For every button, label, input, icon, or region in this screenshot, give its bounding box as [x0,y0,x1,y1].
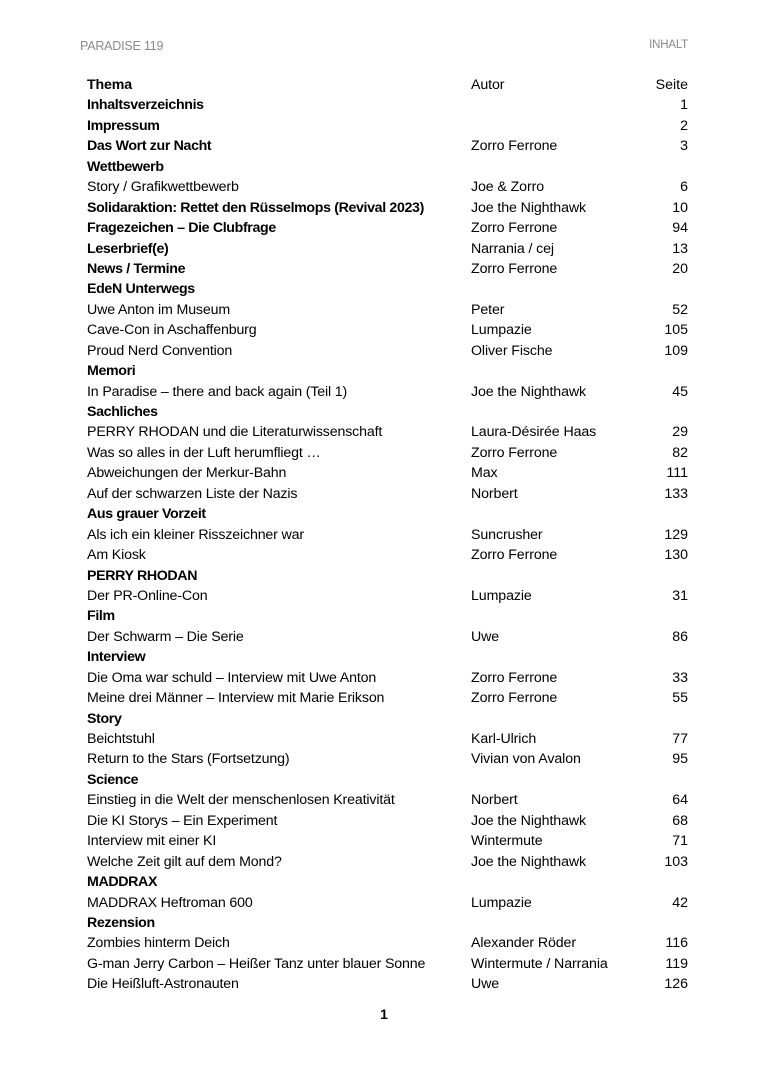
toc-entry [87,688,688,708]
toc-entry [87,893,688,913]
entry-author: Peter [471,301,505,318]
entry-author: Zorro Ferrone [471,669,558,686]
entry-author: Joe the Nighthawk [471,383,587,400]
toc-entry [87,729,688,749]
toc-entry [87,627,688,647]
entry-title: Impressum [87,117,160,134]
entry-title: News / Termine [87,260,186,277]
entry-title: Beichtstuhl [87,731,155,747]
entry-title: Interview [87,649,146,666]
toc-entry [87,259,688,279]
entry-page: 111 [666,465,688,482]
entry-author: Norbert [471,485,518,502]
toc-entry [87,341,688,361]
toc-entry [87,198,688,218]
entry-author: Wintermute / Narrania [471,955,608,972]
toc-section-heading [87,770,688,790]
toc-section-heading [87,157,688,177]
entry-title: Return to the Stars (Fortsetzung) [87,751,290,768]
entry-title: Memori [87,363,136,380]
toc-entry [87,668,688,688]
entry-title: Meine drei Männer – Interview mit Marie Erikson [87,690,385,707]
entry-title: MADDRAX Heftroman 600 [87,894,253,911]
entry-page: 109 [664,342,688,359]
entry-page: 1 [680,97,688,114]
entry-title: Cave-Con in Aschaffenburg [87,322,257,339]
entry-title: Als ich ein kleiner Risszeichner war [87,526,304,543]
entry-author: Norbert [471,792,518,809]
toc-entry [87,95,688,115]
entry-page: 105 [664,322,688,339]
toc-entry [87,116,688,136]
entry-author: Vivian von Avalon [471,751,581,768]
entry-page: 86 [672,628,688,645]
toc-section-heading [87,504,688,524]
toc-section-heading [87,709,688,729]
table-of-contents [87,75,688,995]
magazine-title: PARADISE 119 [80,39,164,53]
entry-title: Die Oma war schuld – Interview mit Uwe Anton [87,669,377,686]
entry-author: Zorro Ferrone [471,690,558,707]
toc-entry [87,422,688,442]
entry-author: Narrania / cej [471,240,554,257]
entry-page: 55 [672,690,688,707]
toc-entry [87,463,688,483]
entry-page: 52 [672,301,688,318]
running-header [80,39,688,55]
toc-header-row [87,75,688,95]
entry-author: Joe & Zorro [471,179,545,196]
toc-entry [87,218,688,238]
toc-entry [87,974,688,994]
entry-title: Leserbrief(e) [87,240,169,257]
toc-rows [87,95,688,994]
column-header-thema: Thema [87,77,132,93]
toc-section-heading [87,872,688,892]
entry-title: Das Wort zur Nacht [87,138,212,155]
toc-entry [87,300,688,320]
toc-entry [87,484,688,504]
entry-page: 6 [680,179,688,196]
entry-title: Story [87,710,122,727]
entry-author: Laura-Désirée Haas [471,424,597,441]
entry-title: EdeN Unterwegs [87,281,195,298]
entry-author: Zorro Ferrone [471,138,558,155]
entry-title: Sachliches [87,404,158,420]
entry-author: Lumpazie [471,587,532,604]
entry-title: Auf der schwarzen Liste der Nazis [87,485,298,502]
entry-page: 45 [672,383,688,400]
toc-entry [87,443,688,463]
entry-page: 13 [672,240,688,257]
entry-title: Story / Grafikwettbewerb [87,179,239,196]
entry-page: 130 [664,547,688,564]
entry-page: 71 [672,833,688,850]
toc-entry [87,239,688,259]
entry-title: Am Kiosk [87,547,146,564]
entry-page: 10 [672,199,688,216]
toc-section-heading [87,606,688,626]
toc-section-heading [87,279,688,299]
entry-title: G-man Jerry Carbon – Heißer Tanz unter blauer Sonne [87,955,426,972]
entry-title: Inhaltsverzeichnis [87,97,204,114]
entry-title: Uwe Anton im Museum [87,301,231,318]
entry-title: Zombies hinterm Deich [87,935,230,952]
toc-section-heading [87,566,688,586]
entry-title: Science [87,771,139,788]
entry-author: Zorro Ferrone [471,260,558,277]
toc-entry [87,831,688,851]
toc-entry [87,954,688,974]
entry-author: Zorro Ferrone [471,220,558,237]
entry-page: 129 [664,526,688,543]
toc-entry [87,545,688,565]
toc-section-heading [87,913,688,933]
entry-page: 42 [672,894,688,911]
entry-title: PERRY RHODAN und die Literaturwissenschaft [87,424,383,441]
entry-page: 119 [665,955,688,972]
entry-title: Was so alles in der Luft herumfliegt … [87,444,321,461]
entry-title: MADDRAX [87,874,158,891]
toc-entry [87,177,688,197]
entry-page: 103 [664,853,688,870]
toc-section-heading [87,647,688,667]
entry-author: Uwe [471,976,500,993]
entry-page: 31 [672,587,688,604]
entry-title: Abweichungen der Merkur-Bahn [87,465,287,482]
entry-page: 82 [672,444,688,461]
entry-author: Alexander Röder [471,935,576,952]
entry-page: 116 [665,935,688,952]
entry-author: Max [471,465,498,482]
entry-page: 2 [680,117,688,134]
entry-page: 20 [672,260,688,277]
column-header-autor: Autor [471,77,505,93]
toc-section-heading [87,361,688,381]
entry-title: PERRY RHODAN [87,567,198,584]
toc-section-heading [87,402,688,422]
entry-page: 77 [672,731,688,747]
entry-author: Joe the Nighthawk [471,853,587,870]
entry-page: 94 [672,220,688,237]
entry-author: Joe the Nighthawk [471,199,587,216]
entry-title: Der Schwarm – Die Serie [87,628,244,645]
entry-title: Fragezeichen – Die Clubfrage [87,220,276,237]
section-title: INHALT [649,39,688,51]
entry-title: Proud Nerd Convention [87,342,233,359]
entry-page: 33 [672,669,688,686]
toc-entry [87,136,688,156]
entry-author: Karl-Ulrich [471,731,537,747]
entry-author: Wintermute [471,833,543,850]
entry-title: Interview mit einer KI [87,833,217,850]
entry-author: Uwe [471,628,500,645]
entry-author: Zorro Ferrone [471,444,558,461]
toc-entry [87,790,688,810]
column-header-seite: Seite [655,77,688,93]
entry-page: 133 [664,485,688,502]
entry-page: 95 [672,751,688,768]
entry-author: Suncrusher [471,526,543,543]
entry-page: 64 [672,792,688,809]
entry-title: Aus grauer Vorzeit [87,506,206,523]
entry-title: Die KI Storys – Ein Experiment [87,812,278,829]
entry-title: Der PR-Online-Con [87,587,208,604]
entry-title: Film [87,608,115,625]
page-number: 1 [380,1006,388,1022]
entry-title: Die Heißluft-Astronauten [87,976,239,993]
toc-entry [87,382,688,402]
entry-title: Einstieg in die Welt der menschenlosen Kreativität [87,792,395,809]
toc-entry [87,811,688,831]
entry-page: 68 [672,812,688,829]
toc-entry [87,852,688,872]
entry-title: Solidaraktion: Rettet den Rüsselmops (Revival 2023) [87,199,424,216]
toc-entry [87,320,688,340]
entry-title: Wettbewerb [87,158,164,175]
entry-page: 3 [680,138,688,155]
toc-entry [87,525,688,545]
entry-author: Zorro Ferrone [471,547,558,564]
entry-title: In Paradise – there and back again (Teil 1) [87,383,348,400]
toc-entry [87,749,688,769]
entry-page: 126 [664,976,688,993]
entry-author: Lumpazie [471,894,532,911]
entry-title: Welche Zeit gilt auf dem Mond? [87,853,282,870]
entry-page: 29 [672,424,688,441]
toc-entry [87,586,688,606]
entry-title: Rezension [87,914,155,931]
entry-author: Lumpazie [471,322,532,339]
entry-author: Oliver Fische [471,342,553,359]
toc-entry [87,933,688,953]
entry-author: Joe the Nighthawk [471,812,587,829]
